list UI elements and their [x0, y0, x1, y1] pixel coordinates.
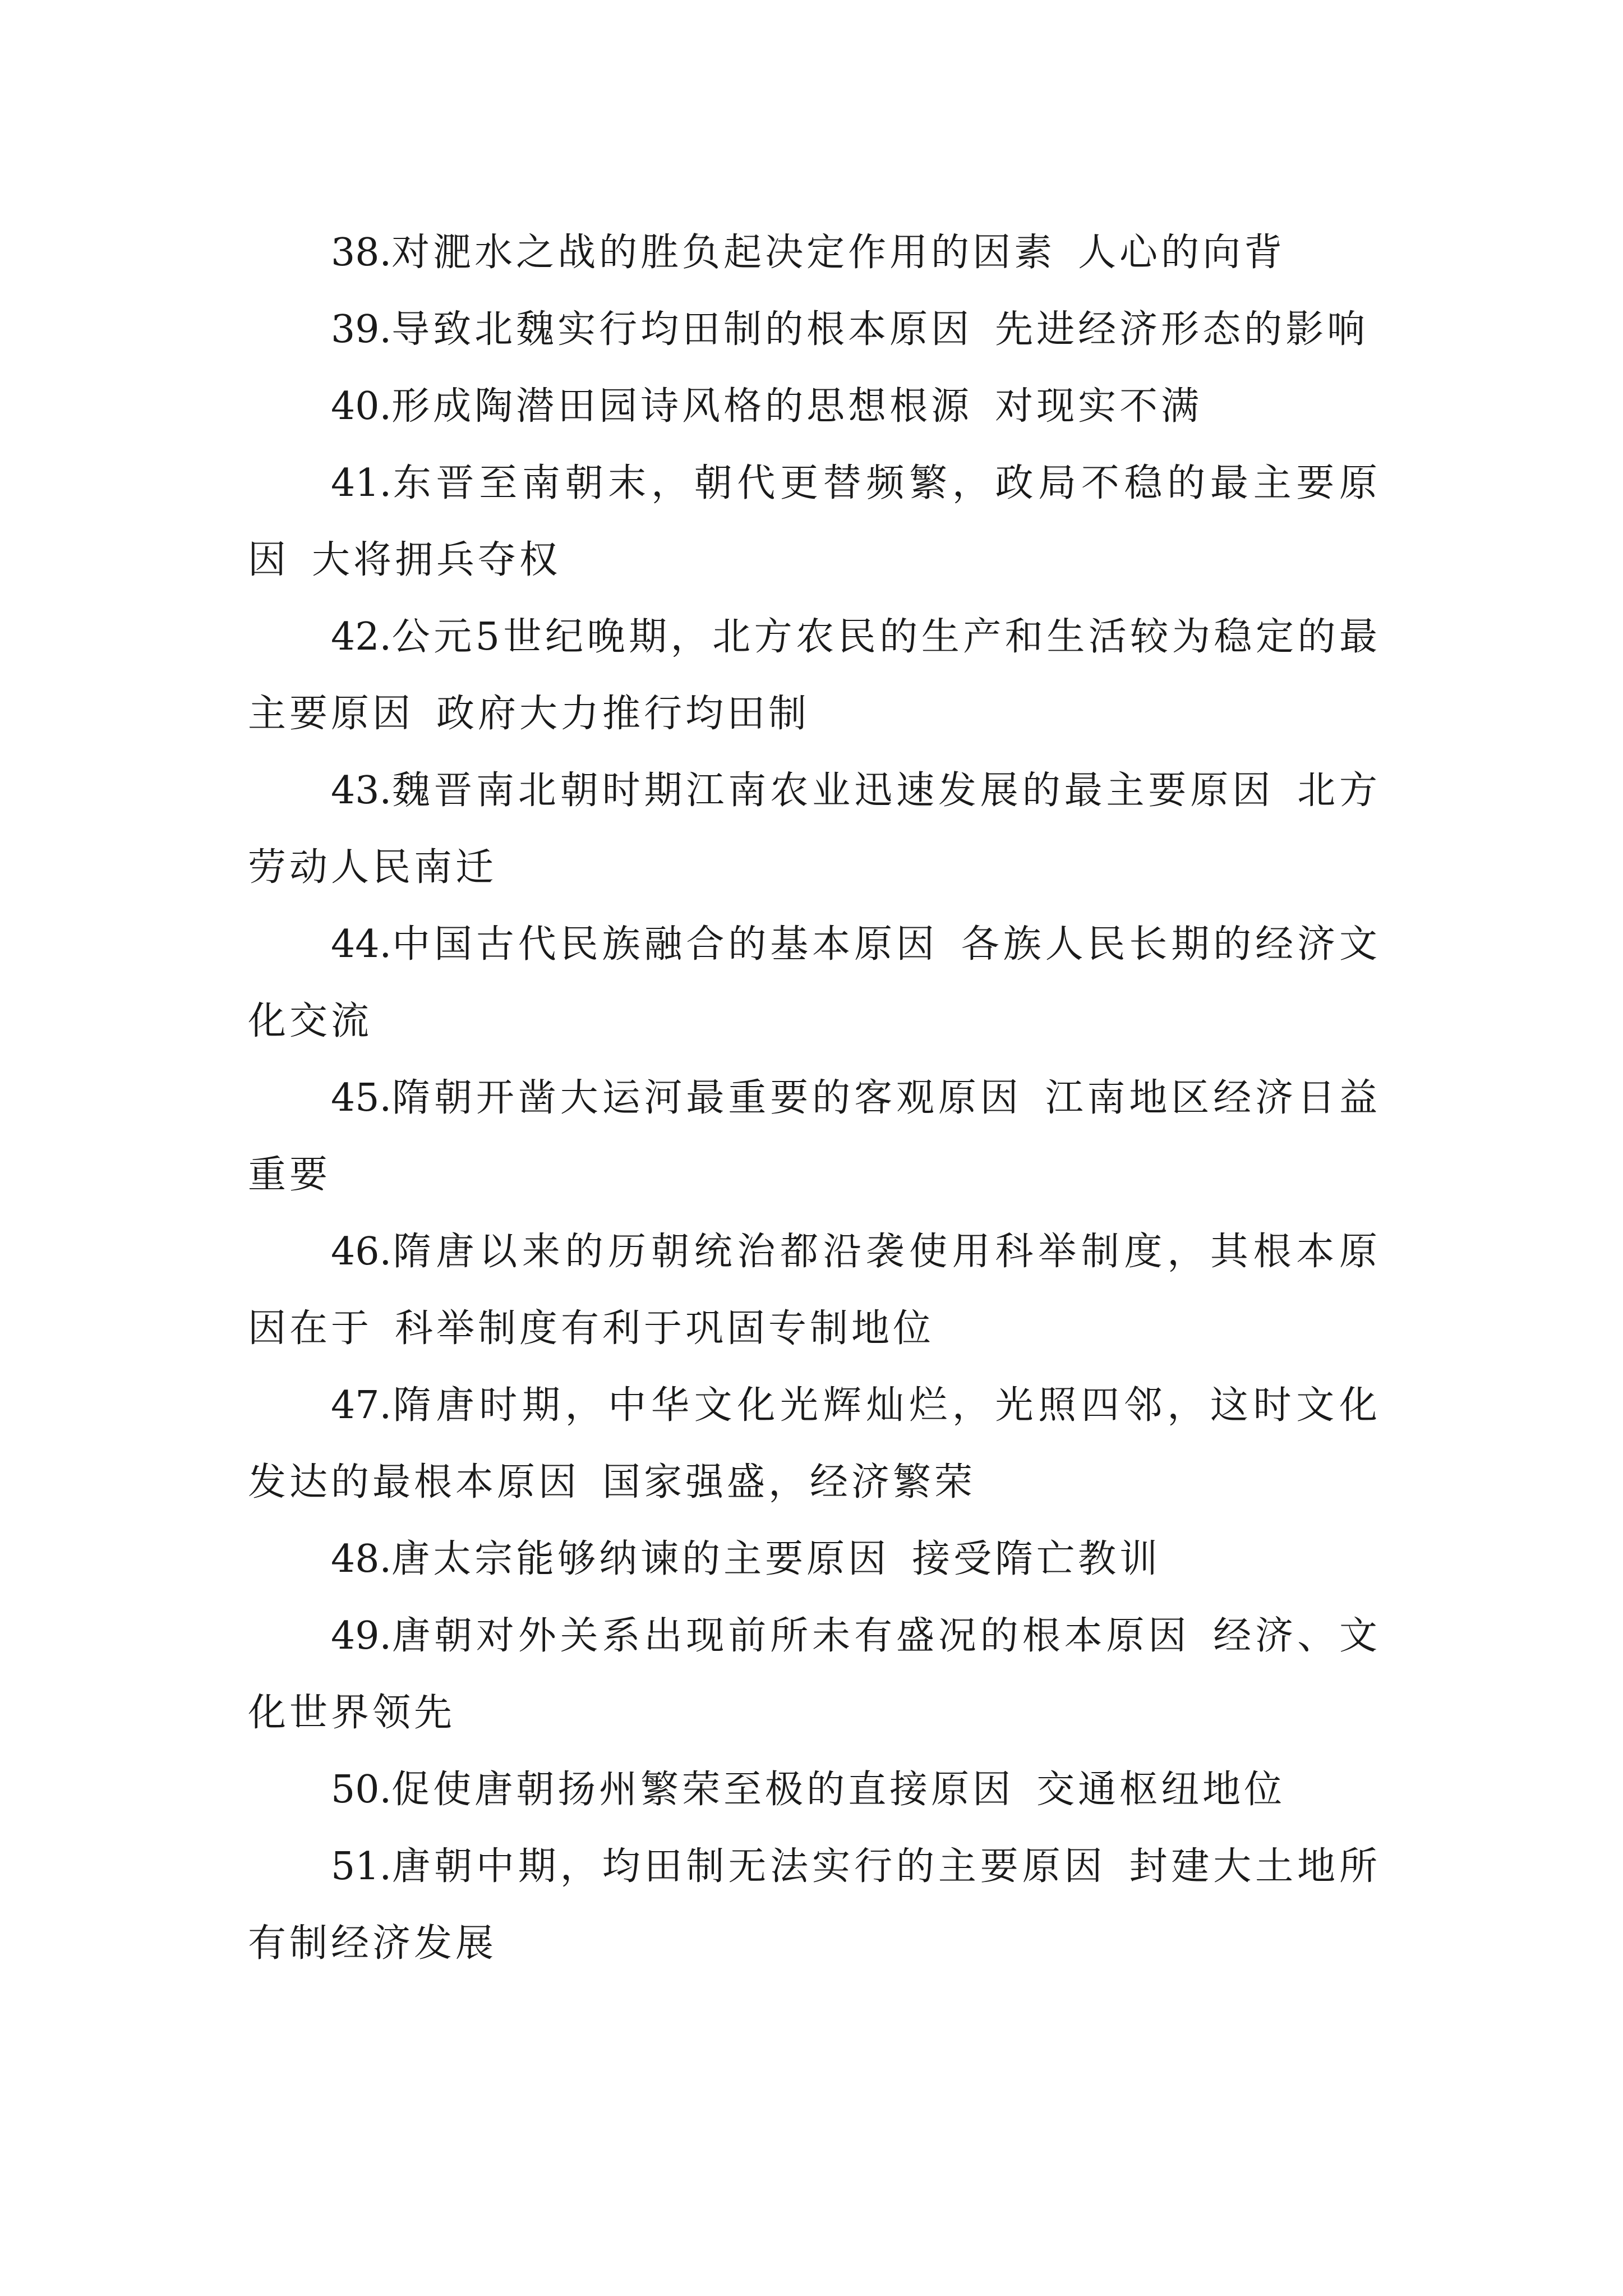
list-item — [248, 1213, 1381, 1367]
item-question: 促使唐朝扬州繁荣至极的直接原因 — [391, 1768, 1015, 1812]
list-item — [248, 368, 1381, 445]
item-answer: 接受隋亡教训 — [912, 1537, 1161, 1581]
item-question: 唐朝中期，均田制无法实行的主要原因 — [391, 1844, 1106, 1889]
item-answer: 北方劳动人民南迁 — [248, 769, 1381, 890]
list-item — [248, 1828, 1381, 1982]
item-number: 49. — [331, 1614, 392, 1658]
item-number: 46. — [331, 1230, 392, 1274]
item-answer: 交通枢纽地位 — [1036, 1768, 1286, 1812]
list-item — [248, 1751, 1381, 1828]
item-answer: 封建大土地所有制经济发展 — [248, 1844, 1381, 1966]
item-number: 44. — [331, 922, 392, 967]
item-question: 形成陶潜田园诗风格的思想根源 — [391, 384, 973, 429]
list-item — [248, 906, 1381, 1060]
item-question: 隋唐时期，中华文化光辉灿烂，光照四邻，这时文化发达的最根本原因 — [248, 1383, 1381, 1504]
list-item — [248, 445, 1381, 599]
item-question: 导致北魏实行均田制的根本原因 — [391, 307, 973, 352]
item-answer: 政府大力推行均田制 — [436, 692, 810, 736]
item-number: 39. — [331, 307, 392, 352]
item-number: 45. — [331, 1076, 392, 1120]
item-answer: 先进经济形态的影响 — [995, 307, 1369, 352]
item-number: 38. — [331, 231, 392, 275]
item-question: 中国古代民族融合的基本原因 — [391, 922, 938, 967]
item-number: 48. — [331, 1537, 392, 1581]
item-question: 隋朝开凿大运河最重要的客观原因 — [391, 1076, 1022, 1120]
list-item — [248, 1598, 1381, 1751]
item-number: 40. — [331, 384, 392, 429]
item-question: 公元5世纪晚期，北方农民的生产和生活较为稳定的最主要原因 — [248, 615, 1381, 736]
item-question: 东晋至南朝末，朝代更替频繁，政局不稳的最主要原因 — [248, 461, 1381, 582]
item-number: 43. — [331, 769, 392, 813]
item-answer: 科举制度有利于巩固专制地位 — [395, 1306, 935, 1351]
item-number: 47. — [331, 1383, 392, 1428]
list-item — [248, 1367, 1381, 1521]
item-question: 对淝水之战的胜负起决定作用的因素 — [391, 231, 1056, 275]
list-item — [248, 291, 1381, 368]
item-answer: 国家强盛，经济繁荣 — [602, 1460, 976, 1504]
item-answer: 人心的向背 — [1078, 231, 1286, 275]
item-number: 42. — [331, 615, 392, 659]
list-item — [248, 1521, 1381, 1598]
list-item — [248, 1060, 1381, 1213]
document-page — [248, 214, 1381, 1982]
item-number: 50. — [331, 1768, 392, 1812]
item-answer: 江南地区经济日益重要 — [248, 1076, 1381, 1197]
item-question: 隋唐以来的历朝统治都沿袭使用科举制度，其根本原因在于 — [248, 1230, 1381, 1351]
item-question: 唐朝对外关系出现前所未有盛况的根本原因 — [391, 1614, 1191, 1658]
list-item — [248, 599, 1381, 752]
list-item — [248, 752, 1381, 906]
list-item — [248, 214, 1381, 291]
item-answer: 对现实不满 — [995, 384, 1203, 429]
item-answer: 大将拥兵夺权 — [312, 538, 561, 582]
item-answer: 各族人民长期的经济文化交流 — [248, 922, 1381, 1043]
item-question: 唐太宗能够纳谏的主要原因 — [391, 1537, 890, 1581]
item-number: 41. — [331, 461, 392, 505]
item-answer: 经济、文化世界领先 — [248, 1614, 1381, 1735]
item-question: 魏晋南北朝时期江南农业迅速发展的最主要原因 — [391, 769, 1275, 813]
item-number: 51. — [331, 1844, 392, 1889]
